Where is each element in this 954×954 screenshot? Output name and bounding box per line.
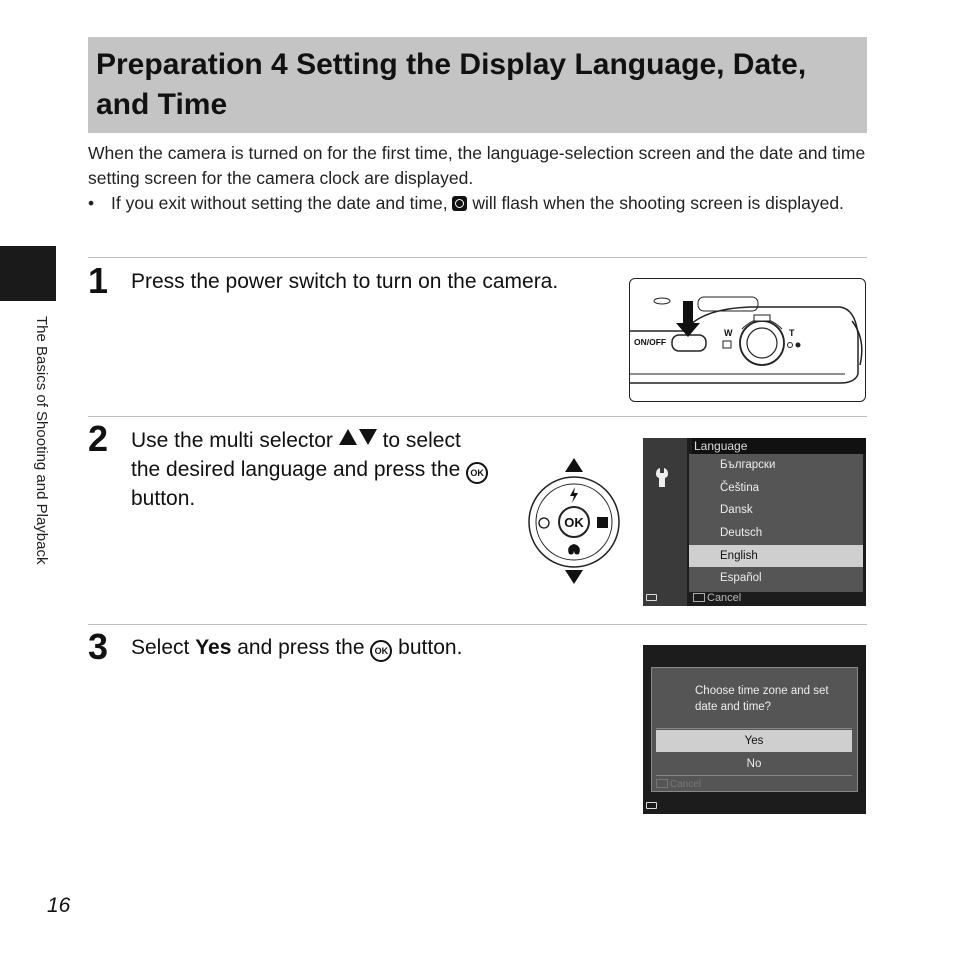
intro-paragraph: When the camera is turned on for the first time, the language-selection screen and the date and time setting screen for the camera clock are displayed.	[88, 143, 866, 188]
dialog-divider	[656, 775, 852, 776]
language-option[interactable]: Български	[720, 459, 776, 471]
step-2-text-after: button.	[131, 487, 196, 510]
section-tab	[0, 246, 56, 301]
up-arrow-icon	[339, 429, 357, 445]
ok-button-icon: OK	[466, 462, 488, 484]
step-2-text-before: Use the multi selector	[131, 429, 339, 452]
cancel-hint	[693, 591, 741, 605]
on-off-label: ON/OFF	[634, 337, 667, 347]
cancel-label: Cancel	[707, 592, 742, 604]
dialog-divider	[656, 728, 852, 729]
title-banner	[88, 37, 867, 133]
battery-icon	[646, 802, 657, 809]
menu-button-icon	[656, 779, 668, 788]
bullet-symbol: •	[88, 193, 95, 213]
step-3-text-select: Select	[131, 636, 196, 659]
wrench-icon	[655, 466, 673, 488]
step-2-text	[131, 426, 491, 513]
setup-sidebar	[643, 438, 687, 606]
confirm-dialog	[651, 667, 858, 792]
step-3-text-mid: and press the	[231, 636, 371, 659]
up-arrow-icon	[565, 458, 583, 472]
clock-icon	[452, 196, 467, 211]
zoom-t-label: T	[789, 328, 795, 338]
multi-selector-illustration	[526, 456, 622, 586]
exposure-compensation-icon	[597, 517, 608, 528]
divider	[88, 624, 867, 625]
bullet-text-before: If you exit without setting the date and time,	[111, 193, 453, 213]
step-1-text: Press the power switch to turn on the camera.	[131, 270, 559, 293]
down-arrow-icon	[565, 570, 583, 584]
battery-icon	[646, 594, 657, 601]
step-1-number: 1	[88, 260, 109, 301]
language-option-selected[interactable]: English	[689, 545, 863, 567]
language-option[interactable]: Čeština	[720, 482, 759, 494]
language-option[interactable]: Español	[720, 572, 762, 584]
language-screen	[643, 438, 866, 606]
divider	[88, 416, 867, 417]
language-header: Language	[692, 438, 866, 454]
yes-option[interactable]: Yes	[656, 730, 852, 752]
confirm-question: Choose time zone and set date and time?	[695, 685, 829, 713]
bullet-text-after: will flash when the shooting screen is displayed.	[467, 193, 844, 213]
step-3-text	[131, 633, 611, 662]
camera-top-illustration	[629, 278, 866, 402]
zoom-w-label: W	[724, 328, 733, 338]
menu-button-icon	[693, 593, 705, 602]
divider	[88, 257, 867, 258]
page-number: 16	[47, 894, 71, 917]
no-option[interactable]: No	[746, 758, 762, 770]
down-arrow-icon	[359, 429, 377, 445]
svg-text:OK: OK	[564, 515, 584, 530]
page-title: Preparation 4 Setting the Display Language, Date, and Time	[96, 48, 807, 121]
section-side-label: The Basics of Shooting and Playback	[33, 316, 50, 565]
bullet-text	[111, 191, 851, 216]
language-list	[689, 454, 863, 592]
cancel-hint	[656, 778, 701, 792]
step-2-number: 2	[88, 418, 109, 459]
step-3-text-after: button.	[392, 636, 463, 659]
step-3-number: 3	[88, 626, 109, 667]
cancel-label: Cancel	[670, 779, 702, 790]
step-3-text-bold: Yes	[195, 636, 232, 659]
language-option[interactable]: Deutsch	[720, 527, 763, 539]
step-2-text-mid: to select the desired language and press the	[131, 429, 467, 481]
confirm-screen	[643, 645, 866, 814]
ok-button-icon: OK	[370, 640, 392, 662]
language-option[interactable]: Dansk	[720, 504, 753, 516]
